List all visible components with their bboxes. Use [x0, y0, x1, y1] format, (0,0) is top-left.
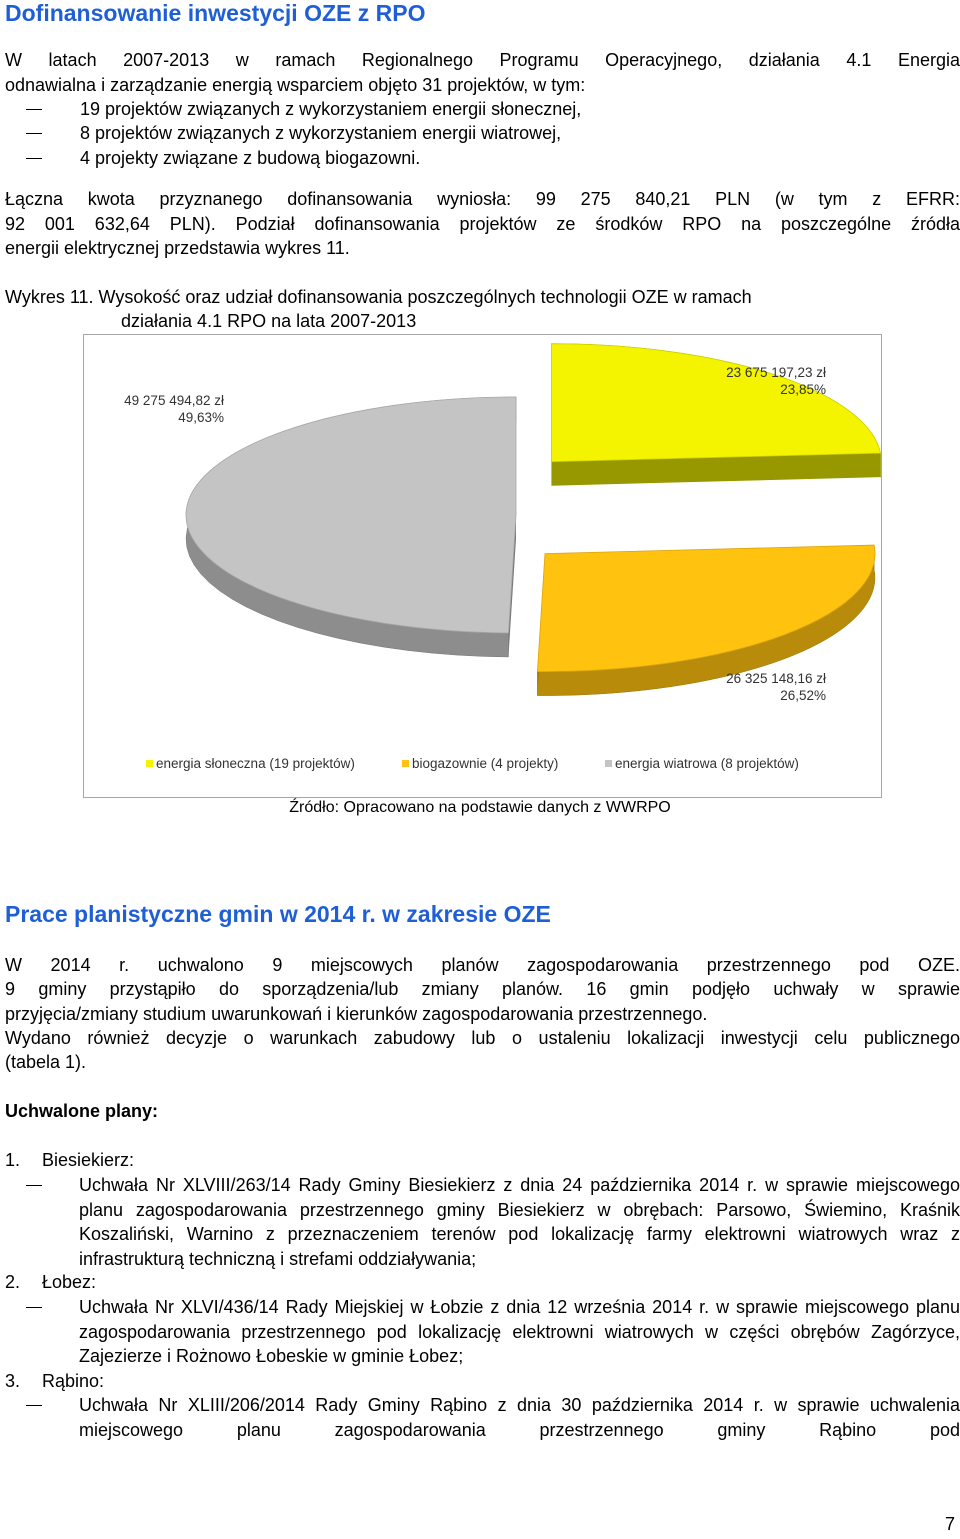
intro-line-1: W latach 2007-2013 w ramach Regionalnego Programu Operacyjnego, działania 4.1 Energia — [5, 50, 960, 70]
pie-slice-biogas — [537, 545, 875, 672]
pie-percent-label: 49,63% — [178, 410, 224, 425]
intro-bullet-wind: 8 projektów związanych z wykorzystaniem energii wiatrowej, — [5, 121, 960, 146]
pie-slice-solar — [551, 344, 880, 462]
plan-item-1-title: 1. Biesiekierz: — [5, 1150, 135, 1170]
plans-line-4: Wydano również decyzje o warunkach zabudowy lub o ustaleniu lokalizacji inwestycji celu publicznego — [5, 1028, 960, 1048]
pie-percent-label: 23,85% — [780, 382, 826, 397]
intro-bullet-biogas: 4 projekty związane z budową biogazowni. — [5, 146, 960, 171]
page-number: 7 — [944, 1514, 955, 1534]
pie-percent-label: 26,52% — [780, 688, 826, 703]
legend-label: energia słoneczna (19 projektów) — [156, 756, 355, 771]
figure-caption-line-1: Wykres 11. Wysokość oraz udział dofinansowania poszczególnych technologii OZE w ramach — [5, 287, 752, 307]
section-heading-planning: Prace planistyczne gmin w 2014 r. w zakresie OZE — [5, 901, 551, 927]
dash-bullet-icon — [26, 1307, 42, 1308]
pie-chart-frame — [83, 334, 882, 798]
plans-line-5: (tabela 1). — [5, 1052, 87, 1072]
legend-swatch — [605, 760, 612, 767]
dash-bullet-icon — [26, 133, 42, 134]
pie-chart — [84, 335, 881, 797]
dash-bullet-icon — [26, 109, 42, 110]
dash-bullet-icon — [26, 1405, 42, 1406]
funding-line-3: energii elektrycznej przedstawia wykres 11. — [5, 238, 350, 258]
plan-item-3-title: 3. Rąbino: — [5, 1371, 105, 1391]
pie-value-label: 49 275 494,82 zł — [124, 393, 224, 408]
legend-label: biogazownie (4 projekty) — [412, 756, 559, 771]
funding-line-2: 92 001 632,64 PLN). Podział dofinansowania projektów ze środków RPO na poszczególne źródła — [5, 214, 960, 234]
legend-swatch — [402, 760, 409, 767]
legend-label: energia wiatrowa (8 projektów) — [615, 756, 799, 771]
plan-item-2-text: Uchwała Nr XLVI/436/14 Rady Miejskiej w Łobzie z dnia 12 września 2014 r. w sprawie miejscowego planu zagospodarowania przestrzennego pod lokalizację elektrowni wiatrowych w części obrębów Zagórzyce, Zajezierze i Rożnowo Łobeskie w gminie Łobez; — [5, 1295, 960, 1369]
legend-swatch — [146, 760, 153, 767]
pie-value-label: 23 675 197,23 zł — [726, 365, 826, 380]
plans-line-2: 9 gminy przystąpiło do sporządzenia/lub zmiany planów. 16 gmin podjęło uchwały w sprawie — [5, 979, 960, 999]
intro-line-2: odnawialna i zarządzanie energią wsparciem objęto 31 projektów, w tym: — [5, 75, 586, 95]
dash-bullet-icon — [26, 158, 42, 159]
dash-bullet-icon — [26, 1185, 42, 1186]
pie-value-label: 26 325 148,16 zł — [726, 671, 826, 686]
plan-item-1-text: Uchwała Nr XLVIII/263/14 Rady Gminy Biesiekierz z dnia 24 października 2014 r. w sprawie miejscowego planu zagospodarowania przestrzennego gminy Biesiekierz w obrębach: Parsowo, Świemino, Kraśnik Koszaliński, Warnino z przeznaczeniem terenów pod lokalizację farmy elektrowni wiatrowych wraz z infrastrukturą techniczną i strefami oddziaływania; — [5, 1173, 960, 1271]
section-heading-rpo: Dofinansowanie inwestycji OZE z RPO — [5, 0, 426, 26]
chart-source: Źródło: Opracowano na podstawie danych z WWRPO — [289, 799, 671, 816]
figure-caption-line-2: działania 4.1 RPO na lata 2007-2013 — [121, 311, 417, 331]
funding-line-1: Łączna kwota przyznanego dofinansowania wyniosła: 99 275 840,21 PLN (w tym z EFRR: — [5, 189, 960, 209]
plans-line-1: W 2014 r. uchwalono 9 miejscowych planów zagospodarowania przestrzennego pod OZE. — [5, 955, 960, 975]
intro-bullet-solar: 19 projektów związanych z wykorzystaniem energii słonecznej, — [5, 97, 960, 122]
plans-line-3: przyjęcia/zmiany studium uwarunkowań i kierunków zagospodarowania przestrzennego. — [5, 1004, 708, 1024]
plan-item-2-title: 2. Łobez: — [5, 1272, 97, 1292]
plans-subheading: Uchwalone plany: — [5, 1101, 159, 1121]
plan-item-3-text: Uchwała Nr XLIII/206/2014 Rady Gminy Rąbino z dnia 30 października 2014 r. w sprawie uchwalenia miejscowego planu zagospodarowania przestrzennego gminy Rąbino pod — [5, 1393, 960, 1442]
